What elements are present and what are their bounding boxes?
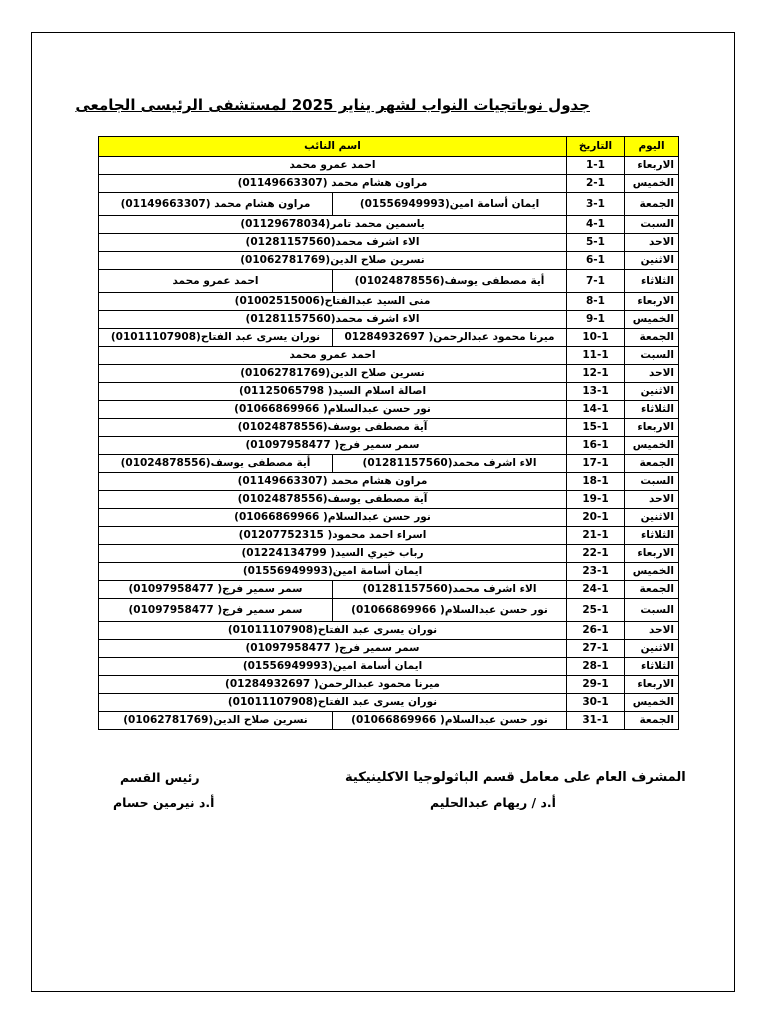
table-row	[99, 527, 679, 545]
supervisor-title: المشرف العام على معامل قسم الباثولوجيا الاكلينيكية	[345, 770, 686, 785]
table-row	[99, 455, 679, 473]
date-cell: 9-1	[567, 311, 625, 329]
resident-name-cell: ايمان أسامة امين(01556949993)	[99, 563, 567, 581]
date-cell: 28-1	[567, 658, 625, 676]
header-date: التاريخ	[567, 137, 625, 157]
resident-name-cell: ايمان أسامة امين(01556949993)	[99, 658, 567, 676]
date-cell: 10-1	[567, 329, 625, 347]
table-row	[99, 545, 679, 563]
day-cell: الخميس	[625, 311, 679, 329]
table-row	[99, 383, 679, 401]
date-cell: 26-1	[567, 622, 625, 640]
day-cell: الثلاثاء	[625, 658, 679, 676]
resident-name-cell: آية مصطفى يوسف(01024878556)	[99, 419, 567, 437]
resident-name-cell: الاء اشرف محمد(01281157560)	[99, 311, 567, 329]
resident-name-cell: نور حسن عبدالسلام( 01066869966)	[99, 509, 567, 527]
resident-name-cell: منى السيد عبدالفتاح(01002515006)	[99, 293, 567, 311]
resident-name-cell: احمد عمرو محمد	[99, 157, 567, 175]
day-cell: الخميس	[625, 694, 679, 712]
resident-name-cell: نوران يسرى عبد الفتاح(01011107908)	[99, 329, 333, 347]
date-cell: 16-1	[567, 437, 625, 455]
table-row	[99, 365, 679, 383]
resident-name-cell: ايمان أسامة امين(01556949993)	[333, 193, 567, 216]
resident-name-cell: احمد عمرو محمد	[99, 347, 567, 365]
date-cell: 13-1	[567, 383, 625, 401]
date-cell: 21-1	[567, 527, 625, 545]
day-cell: الثلاثاء	[625, 401, 679, 419]
table-row	[99, 437, 679, 455]
table-row	[99, 419, 679, 437]
day-cell: الاربعاء	[625, 157, 679, 175]
table-row	[99, 311, 679, 329]
table-row	[99, 347, 679, 365]
date-cell: 25-1	[567, 599, 625, 622]
day-cell: الجمعة	[625, 455, 679, 473]
day-cell: الاثنين	[625, 252, 679, 270]
day-cell: الاحد	[625, 491, 679, 509]
resident-name-cell: أية مصطفى يوسف(01024878556)	[99, 455, 333, 473]
day-cell: الاربعاء	[625, 419, 679, 437]
resident-name-cell: الاء اشرف محمد(01281157560)	[333, 581, 567, 599]
resident-name-cell: سمر سمير فرج( 01097958477)	[99, 581, 333, 599]
resident-name-cell: نسرين صلاح الدين(01062781769)	[99, 712, 333, 730]
date-cell: 23-1	[567, 563, 625, 581]
day-cell: الجمعة	[625, 329, 679, 347]
day-cell: السبت	[625, 473, 679, 491]
day-cell: الخميس	[625, 437, 679, 455]
resident-name-cell: نوران يسرى عبد الفتاح(01011107908)	[99, 694, 567, 712]
day-cell: الثلاثاء	[625, 527, 679, 545]
date-cell: 22-1	[567, 545, 625, 563]
date-cell: 30-1	[567, 694, 625, 712]
date-cell: 7-1	[567, 270, 625, 293]
resident-name-cell: الاء اشرف محمد(01281157560)	[333, 455, 567, 473]
table-row	[99, 157, 679, 175]
table-row	[99, 599, 679, 622]
table-row	[99, 216, 679, 234]
day-cell: الاحد	[625, 234, 679, 252]
day-cell: الخميس	[625, 175, 679, 193]
day-cell: الجمعة	[625, 193, 679, 216]
date-cell: 11-1	[567, 347, 625, 365]
table-row	[99, 640, 679, 658]
head-name: أ.د نيرمين حسام	[113, 795, 215, 810]
resident-name-cell: نور حسن عبدالسلام( 01066869966)	[333, 712, 567, 730]
table-row	[99, 293, 679, 311]
header-day: اليوم	[625, 137, 679, 157]
table-row	[99, 712, 679, 730]
resident-name-cell: نسرين صلاح الدين(01062781769)	[99, 252, 567, 270]
table-row	[99, 252, 679, 270]
table-row	[99, 694, 679, 712]
table-row	[99, 509, 679, 527]
header-name: اسم النائب	[99, 137, 567, 157]
date-cell: 2-1	[567, 175, 625, 193]
day-cell: الخميس	[625, 563, 679, 581]
date-cell: 18-1	[567, 473, 625, 491]
date-cell: 12-1	[567, 365, 625, 383]
resident-name-cell: مراون هشام محمد (01149663307)	[99, 473, 567, 491]
resident-name-cell: ميرنا محمود عبدالرحمن( 01284932697)	[99, 676, 567, 694]
day-cell: السبت	[625, 599, 679, 622]
table-row	[99, 622, 679, 640]
resident-name-cell: احمد عمرو محمد	[99, 270, 333, 293]
table-row	[99, 676, 679, 694]
resident-name-cell: سمر سمير فرج( 01097958477)	[99, 437, 567, 455]
resident-name-cell: مراون هشام محمد (01149663307)	[99, 193, 333, 216]
table-row	[99, 270, 679, 293]
day-cell: الاثنين	[625, 509, 679, 527]
day-cell: الاربعاء	[625, 545, 679, 563]
date-cell: 17-1	[567, 455, 625, 473]
resident-name-cell: سمر سمير فرج( 01097958477)	[99, 640, 567, 658]
date-cell: 24-1	[567, 581, 625, 599]
date-cell: 4-1	[567, 216, 625, 234]
supervisor-name: أ.د / ريهام عبدالحليم	[430, 795, 556, 810]
resident-name-cell: الاء اشرف محمد(01281157560)	[99, 234, 567, 252]
resident-name-cell: نور حسن عبدالسلام( 01066869966)	[333, 599, 567, 622]
table-row	[99, 491, 679, 509]
date-cell: 27-1	[567, 640, 625, 658]
date-cell: 3-1	[567, 193, 625, 216]
table-row	[99, 401, 679, 419]
day-cell: الاحد	[625, 365, 679, 383]
table-row	[99, 175, 679, 193]
table-row	[99, 234, 679, 252]
table-row	[99, 329, 679, 347]
resident-name-cell: سمر سمير فرج( 01097958477)	[99, 599, 333, 622]
resident-name-cell: مراون هشام محمد (01149663307)	[99, 175, 567, 193]
table-row	[99, 658, 679, 676]
resident-name-cell: أية مصطفى يوسف(01024878556)	[333, 270, 567, 293]
day-cell: الاربعاء	[625, 293, 679, 311]
day-cell: الاثنين	[625, 640, 679, 658]
resident-name-cell: نوران يسرى عبد الفتاح(01011107908)	[99, 622, 567, 640]
resident-name-cell: نور حسن عبدالسلام( 01066869966)	[99, 401, 567, 419]
date-cell: 14-1	[567, 401, 625, 419]
date-cell: 20-1	[567, 509, 625, 527]
day-cell: السبت	[625, 347, 679, 365]
resident-name-cell: ميرنا محمود عبدالرحمن( 01284932697	[333, 329, 567, 347]
date-cell: 31-1	[567, 712, 625, 730]
resident-name-cell: اسراء احمد محمود( 01207752315)	[99, 527, 567, 545]
resident-name-cell: اصالة اسلام السيد( 01125065798)	[99, 383, 567, 401]
day-cell: الاثنين	[625, 383, 679, 401]
day-cell: الاربعاء	[625, 676, 679, 694]
resident-name-cell: نسرين صلاح الدين(01062781769)	[99, 365, 567, 383]
table-row	[99, 473, 679, 491]
date-cell: 15-1	[567, 419, 625, 437]
date-cell: 6-1	[567, 252, 625, 270]
resident-name-cell: رباب خيري السيد( 01224134799)	[99, 545, 567, 563]
day-cell: الاحد	[625, 622, 679, 640]
table-header-row	[99, 137, 679, 157]
date-cell: 1-1	[567, 157, 625, 175]
page-title: جدول نوباتجيات النواب لشهر يناير 2025 لمستشفى الرئيسى الجامعى	[75, 96, 590, 114]
day-cell: الجمعة	[625, 712, 679, 730]
resident-name-cell: ياسمين محمد تامر(01129678034)	[99, 216, 567, 234]
table-row	[99, 193, 679, 216]
date-cell: 29-1	[567, 676, 625, 694]
date-cell: 19-1	[567, 491, 625, 509]
date-cell: 8-1	[567, 293, 625, 311]
table-row	[99, 581, 679, 599]
day-cell: الثلاثاء	[625, 270, 679, 293]
head-title: رئيس القسم	[120, 770, 200, 785]
resident-name-cell: آية مصطفى يوسف(01024878556)	[99, 491, 567, 509]
day-cell: السبت	[625, 216, 679, 234]
duty-table	[98, 136, 679, 730]
table-row	[99, 563, 679, 581]
date-cell: 5-1	[567, 234, 625, 252]
day-cell: الجمعة	[625, 581, 679, 599]
